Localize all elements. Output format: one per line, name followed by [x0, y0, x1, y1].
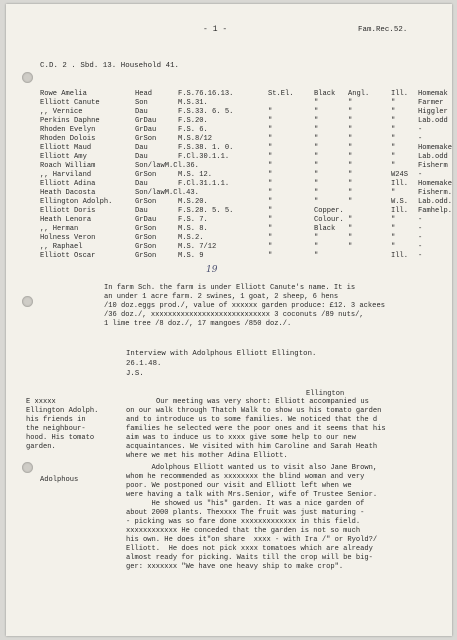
interview-line: families he selected were the poor ones and it seems that his — [126, 425, 386, 433]
page-number: - 1 - — [203, 25, 228, 34]
table-row — [6, 108, 452, 117]
interview-line: on our walk through Thatch Walk to show us his tomato garden — [126, 407, 382, 415]
member-colour: " — [314, 144, 319, 152]
interview-line: acquaintances. We visited with him Caroline and Sarah Heath — [126, 443, 378, 451]
member-literacy: Ill. — [391, 252, 409, 260]
member-name: Holness Veron — [40, 234, 96, 242]
member-relation: GrDau — [135, 216, 157, 224]
member-religion: " — [268, 225, 273, 233]
member-colour: " — [314, 108, 319, 116]
margin-note-line: garden. — [26, 443, 56, 451]
member-religion: St.El. — [268, 90, 294, 98]
member-occupation: - — [418, 252, 423, 260]
member-name: Rhoden Dolois — [40, 135, 96, 143]
member-relation: GrSon — [135, 171, 157, 179]
member-religion: " — [268, 135, 273, 143]
member-church: " — [348, 162, 353, 170]
member-literacy: W24S — [391, 171, 409, 179]
member-relation: GrDau — [135, 117, 157, 125]
interview-line: He showed us "his" garden. It was a nice garden of — [126, 500, 365, 508]
member-literacy: Ill. — [391, 180, 409, 188]
table-row — [6, 162, 452, 171]
member-religion: " — [268, 144, 273, 152]
member-church: " — [348, 225, 353, 233]
punch-hole — [22, 462, 33, 473]
member-religion: " — [268, 252, 273, 260]
interview-line: Adolphous Elliott wanted us to visit also Jane Brown, — [126, 464, 378, 472]
member-colour: " — [314, 180, 319, 188]
member-occupation: - — [418, 171, 423, 179]
member-name: Elliott Oscar — [40, 252, 96, 260]
member-literacy: " — [391, 243, 396, 251]
interview-line: almost ready for picking. Waits till the crop will be big- — [126, 554, 373, 562]
margin-note-line: his friends in — [26, 416, 86, 424]
member-status: M.S. 8. — [178, 225, 208, 233]
table-row — [6, 90, 452, 99]
member-name: Rhoden Evelyn — [40, 126, 96, 134]
member-literacy: " — [391, 144, 396, 152]
member-religion: " — [268, 162, 273, 170]
member-status: F.Cl.30.1.1. — [178, 153, 230, 161]
member-colour: " — [314, 252, 319, 260]
member-church: " — [348, 126, 353, 134]
interview-line: about 2000 plants. Thexxxx The fruit was just maturing - — [126, 509, 365, 517]
member-religion: " — [268, 216, 273, 224]
member-relation: GrSon — [135, 243, 157, 251]
member-church: " — [348, 189, 353, 197]
document-page — [6, 4, 452, 636]
margin-note-line: Ellington Adolph. — [26, 407, 99, 415]
member-occupation: - — [418, 234, 423, 242]
interview-line: whom he recommended as xxxxxxxx the blind woman and very — [126, 473, 365, 481]
interview-line: poor. We postponed our visit and Elliott left when we — [126, 482, 352, 490]
member-status: M.S. 9 — [178, 252, 204, 260]
member-literacy: " — [391, 126, 396, 134]
interview-title: Interview with Adolphous Elliott Ellington. — [126, 350, 317, 358]
member-religion: " — [268, 243, 273, 251]
member-name: ,, Harviland — [40, 171, 92, 179]
member-religion: " — [268, 126, 273, 134]
member-occupation: - — [418, 126, 423, 134]
member-status: M.S. 12. — [178, 171, 213, 179]
member-literacy: " — [391, 153, 396, 161]
member-colour: " — [314, 198, 319, 206]
table-row — [6, 216, 452, 225]
member-religion: " — [268, 171, 273, 179]
member-status: F.S.28. 5. 5. — [178, 207, 234, 215]
member-church: Angl. — [348, 90, 370, 98]
member-status: F.S.76.16.13. — [178, 90, 234, 98]
member-name: ,, Vernice — [40, 108, 83, 116]
interviewer-initials: J.S. — [126, 370, 144, 378]
member-church: " — [348, 234, 353, 242]
member-occupation: Homemake — [418, 144, 452, 152]
member-relation: Dau — [135, 108, 148, 116]
table-row — [6, 198, 452, 207]
member-religion: " — [268, 189, 273, 197]
table-row — [6, 252, 452, 261]
farm-note-line: an under 1 acre farm. 2 swines, 1 goat, 2 sheep, 6 hens — [104, 293, 339, 301]
member-church: " — [348, 99, 353, 107]
member-occupation: - — [418, 243, 423, 251]
interview-line: Elliott. He does not pick xxxx tomatoes which are already — [126, 545, 373, 553]
table-row — [6, 207, 452, 216]
member-literacy: " — [391, 189, 396, 197]
farm-note-line: /10 doz.eggs prod./, value of xxxxxx garden produce: £12. 3 ackees — [104, 302, 385, 310]
member-occupation: - — [418, 135, 423, 143]
member-literacy: " — [391, 216, 396, 224]
member-church: " — [348, 198, 353, 206]
member-relation: GrSon — [135, 135, 157, 143]
member-occupation: Higgler — [418, 108, 448, 116]
file-reference: Fam.Rec.52. — [358, 26, 408, 34]
member-colour: Colour. — [314, 216, 344, 224]
member-occupation: Lab.odd — [418, 153, 448, 161]
member-relation: Dau — [135, 207, 148, 215]
member-colour: " — [314, 126, 319, 134]
member-church: " — [348, 180, 353, 188]
member-religion: " — [268, 198, 273, 206]
table-row — [6, 144, 452, 153]
member-relation: GrDau — [135, 126, 157, 134]
member-church: " — [348, 153, 353, 161]
interview-line: xxxxxxxxxxxx He conceded that the garden is not so much — [126, 527, 361, 535]
member-literacy: " — [391, 135, 396, 143]
member-religion: " — [268, 234, 273, 242]
member-status: F.Cl.31.1.1. — [178, 180, 230, 188]
member-religion: " — [268, 180, 273, 188]
member-name: Elliott Maud — [40, 144, 92, 152]
member-occupation: - — [418, 225, 423, 233]
handwritten-annotation: 19 — [206, 265, 218, 275]
member-relation: Head — [135, 90, 153, 98]
table-row — [6, 243, 452, 252]
member-colour: Copper. — [314, 207, 344, 215]
member-colour: Black — [314, 225, 336, 233]
member-status: F.S.20. — [178, 117, 208, 125]
member-church: " — [348, 117, 353, 125]
member-literacy: Ill. — [391, 207, 409, 215]
table-row — [6, 99, 452, 108]
member-occupation: Fisherm. — [418, 189, 452, 197]
member-colour: " — [314, 135, 319, 143]
member-relation: GrSon — [135, 198, 157, 206]
interview-line: - picking was so fare done xxxxxxxxxxxxx in this field. — [126, 518, 361, 526]
member-relation: GrSon — [135, 225, 157, 233]
member-occupation: Lab.odd. — [418, 198, 452, 206]
punch-hole — [22, 72, 33, 83]
member-colour: " — [314, 243, 319, 251]
interview-line: ger: xxxxxxx "We have one heavy ship to make crop". — [126, 563, 344, 571]
table-row — [6, 171, 452, 180]
member-status: M.S. 7/12 — [178, 243, 217, 251]
member-relation: Son — [135, 99, 148, 107]
member-church: " — [348, 135, 353, 143]
member-literacy: W.S. — [391, 198, 409, 206]
member-status: F.S.38. 1. 0. — [178, 144, 234, 152]
member-literacy: " — [391, 99, 396, 107]
table-row — [6, 153, 452, 162]
member-colour: " — [314, 153, 319, 161]
member-church: " — [348, 171, 353, 179]
member-religion: " — [268, 117, 273, 125]
member-colour: " — [314, 171, 319, 179]
member-colour: " — [314, 189, 319, 197]
member-name: Elliott Adina — [40, 180, 96, 188]
member-status: M.S.31. — [178, 99, 208, 107]
member-name: Roach William — [40, 162, 96, 170]
member-religion: " — [268, 207, 273, 215]
member-name: Ellington Adolph. — [40, 198, 113, 206]
member-occupation: Fisherm — [418, 162, 448, 170]
member-colour: Black — [314, 90, 336, 98]
table-row — [6, 234, 452, 243]
member-name: Heath Lenora — [40, 216, 92, 224]
member-relation: Dau — [135, 180, 148, 188]
punch-hole — [22, 296, 33, 307]
member-occupation: Homemake — [418, 180, 452, 188]
farm-note-line: 1 lime tree /8 doz./, 17 mangoes /850 doz./. — [104, 320, 292, 328]
member-status: F.S. 7. — [178, 216, 208, 224]
member-relation: GrSon — [135, 252, 157, 260]
table-row — [6, 126, 452, 135]
member-name: ,, Raphael — [40, 243, 83, 251]
member-literacy: " — [391, 225, 396, 233]
member-relation: GrSon — [135, 234, 157, 242]
member-name: Heath Dacosta — [40, 189, 96, 197]
member-literacy: Ill. — [391, 90, 409, 98]
table-row — [6, 189, 452, 198]
member-occupation: Lab.odd — [418, 117, 448, 125]
farm-note-line: /36 doz./, xxxxxxxxxxxxxxxxxxxxxxxxxxxx 3 coconuts /89 nuts/, — [104, 311, 364, 319]
member-status: M.S.2. — [178, 234, 204, 242]
member-relation: Son/lawM.Cl.43. — [135, 189, 199, 197]
member-church: " — [348, 108, 353, 116]
member-colour: " — [314, 234, 319, 242]
member-occupation: Homemak — [418, 90, 448, 98]
member-literacy: " — [391, 234, 396, 242]
member-church: " — [348, 216, 353, 224]
margin-note-line: the neighbour- — [26, 425, 86, 433]
member-religion: " — [268, 108, 273, 116]
member-relation: Son/lawM.Cl.36. — [135, 162, 199, 170]
table-row — [6, 117, 452, 126]
interview-line: Our meeting was very short: Elliott accompanied us — [156, 398, 369, 406]
table-row — [6, 135, 452, 144]
interview-line: aim was to induce us to xxxx give some help to our new — [126, 434, 356, 442]
member-status: F.S.33. 6. 5. — [178, 108, 234, 116]
table-row — [6, 180, 452, 189]
member-occupation: Famhelp. — [418, 207, 452, 215]
member-religion: " — [268, 153, 273, 161]
household-heading: C.D. 2 . Sbd. 13. Household 41. — [40, 62, 180, 70]
margin-name: Adolphous — [40, 476, 79, 484]
member-status: F.S. 6. — [178, 126, 208, 134]
farm-note-line: In farm Sch. the farm is under Elliott Canute's name. It is — [104, 284, 356, 292]
member-relation: Dau — [135, 144, 148, 152]
interview-line: his own. He does it"on share xxxx - with Ira /" or Ryold?/ — [126, 536, 378, 544]
member-name: Elliott Canute — [40, 99, 100, 107]
member-colour: " — [314, 99, 319, 107]
member-occupation: Farmer — [418, 99, 444, 107]
member-name: Perkins Daphne — [40, 117, 100, 125]
interview-line: where we met his mother Adina Elliott. — [126, 452, 288, 460]
member-relation: Dau — [135, 153, 148, 161]
member-name: Rowe Amelia — [40, 90, 87, 98]
margin-note-line: hood. His tomato — [26, 434, 95, 442]
member-literacy: " — [391, 108, 396, 116]
member-church: " — [348, 144, 353, 152]
member-literacy: " — [391, 162, 396, 170]
member-status: M.S.8/12 — [178, 135, 213, 143]
member-occupation: - — [418, 216, 423, 224]
member-colour: " — [314, 162, 319, 170]
interview-line: were having a talk with Mrs.Senior, wife of Trustee Senior. — [126, 491, 378, 499]
table-row — [6, 225, 452, 234]
member-status: M.S.20. — [178, 198, 208, 206]
interview-line: and to introduce us to some families. We noticed that the d — [126, 416, 378, 424]
member-colour: " — [314, 117, 319, 125]
member-name: ,, Herman — [40, 225, 79, 233]
member-name: Elliott Doris — [40, 207, 96, 215]
margin-note-line: E xxxxx — [26, 398, 56, 406]
member-literacy: " — [391, 117, 396, 125]
member-name: Elliott Amy — [40, 153, 87, 161]
inserted-word: Ellington — [306, 390, 345, 398]
interview-date: 26.1.48. — [126, 360, 162, 368]
member-church: " — [348, 243, 353, 251]
